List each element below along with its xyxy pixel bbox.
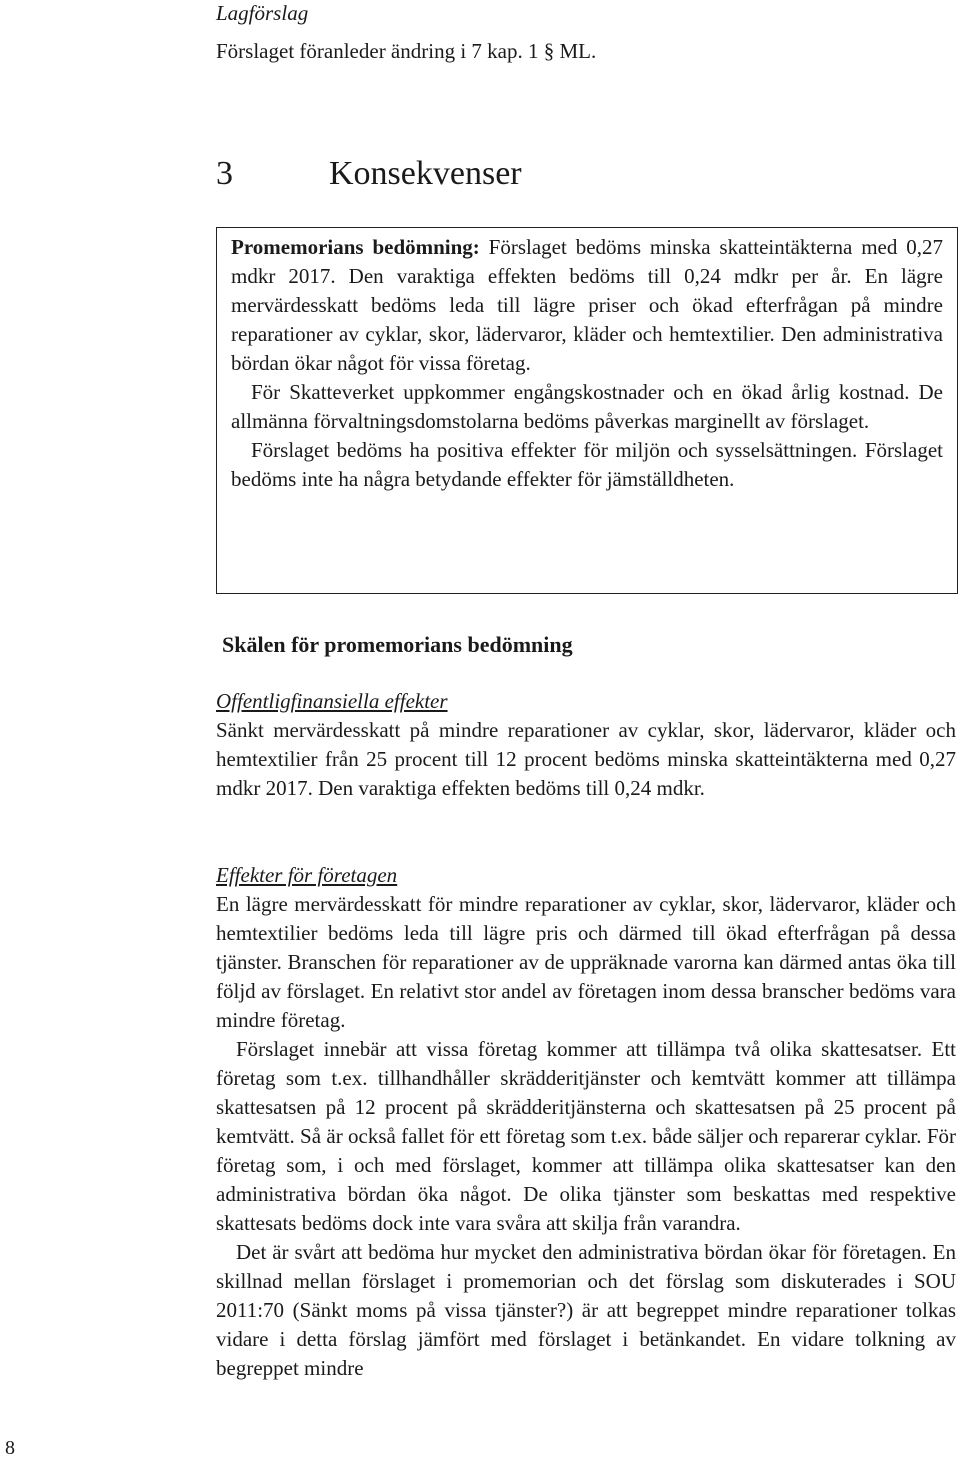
lagforslag-text: Förslaget föranleder ändring i 7 kap. 1 § ML. <box>216 39 597 63</box>
companies-paragraph-3: Det är svårt att bedöma hur mycket den administrativa bördan ökar för företagen. En skillnad mellan förslaget i promemorian och det förslag som diskuterades i SOU 2011:70 (Sänkt moms på vissa tjänster?) är att begreppet mindre reparationer tolkas vidare i detta förslag jämfört med förslaget i betänkandet. En vidare tolkning av begreppet mindre <box>216 1240 956 1380</box>
assessment-box <box>216 227 958 594</box>
section-number: 3 <box>216 155 233 192</box>
lagforslag-block <box>216 0 956 64</box>
companies-paragraph-1: En lägre mervärdesskatt för mindre reparationer av cyklar, skor, lädervaror, kläder och hemtextilier bedöms leda till lägre pris och därmed till ökad efterfrågan på dessa tjänster. Branschen för reparationer av de uppräknade varorna kan därmed antas öka till följd av förslaget. En relativt stor andel av företagen inom dessa branscher bedöms vara mindre företag. <box>216 892 956 1032</box>
assessment-paragraph-3: Förslaget bedöms ha positiva effekter för miljön och sysselsättningen. Förslaget bedöms inte ha några betydande effekter för jämställdheten. <box>231 438 943 491</box>
public-finance-text: Sänkt mervärdesskatt på mindre reparationer av cyklar, skor, lädervaror, kläder och hemtextilier från 25 procent till 12 procent bedöms minska skatteintäkterna med 0,27 mdkr 2017. Den varaktiga effekten bedöms till 0,24 mdkr. <box>216 718 956 800</box>
assessment-paragraph-2: För Skatteverket uppkommer engångskostnader och en ökad årlig kostnad. De allmänna förvaltningsdomstolarna bedöms påverkas marginellt av förslaget. <box>231 380 943 433</box>
companies-subheading: Effekter för företagen <box>216 863 398 887</box>
section-heading <box>216 152 522 196</box>
public-finance-section <box>216 687 956 803</box>
reasons-heading: Skälen för promemorians bedömning <box>222 632 573 657</box>
section-title: Konsekvenser <box>329 155 522 192</box>
companies-paragraph-2: Förslaget innebär att vissa företag kommer att tillämpa två olika skattesatser. Ett företag som t.ex. tillhandhåller skrädderitjänster och kemtvätt kommer att tillämpa skattesatsen på 12 procent på skrädderitjänsterna och skattesatsen på 25 procent på kemtvätt. Så är också fallet för ett företag som t.ex. både säljer och reparerar cyklar. För företag som, i och med förslaget, kommer att tillämpa olika skattesatser kan den administrativa bördan öka något. De olika tjänster som beskattas med respektive skattesats bedöms dock inte vara svåra att skilja från varandra. <box>216 1037 956 1235</box>
assessment-box-text <box>231 233 943 494</box>
lagforslag-heading: Lagförslag <box>216 1 309 25</box>
companies-section <box>216 861 956 1383</box>
assessment-paragraph-1 <box>231 233 943 378</box>
public-finance-subheading: Offentligfinansiella effekter <box>216 689 448 713</box>
page-number: 8 <box>5 1437 15 1459</box>
assessment-label: Promemorians bedömning: <box>231 235 480 259</box>
assessment-para1-text: Förslaget bedöms minska skatteintäkterna med 0,27 mdkr 2017. Den varaktiga effekten bedöms till 0,24 mdkr per år. En lägre mervärdesskatt bedöms leda till lägre priser och ökad efterfrågan på mindre reparationer av cyklar, skor, lädervaror, kläder och hemtextilier. Den administrativa bördan ökar något för vissa företag. <box>231 235 943 375</box>
